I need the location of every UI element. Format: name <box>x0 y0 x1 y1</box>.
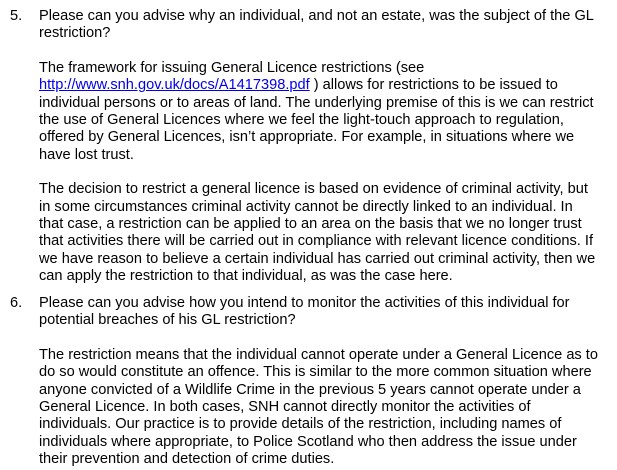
paragraph-line: the use of General Licences where we feel the light-touch approach to regulation, <box>39 112 564 129</box>
paragraph-line: their prevention and detection of crime duties. <box>39 451 335 468</box>
question-text <box>39 8 610 43</box>
question-text <box>39 295 610 330</box>
paragraph-line: General Licence. In both cases, SNH cannot directly monitor the activities of <box>39 399 531 416</box>
paragraph-line: have lost trust. <box>39 146 134 163</box>
paragraph-line-with-link <box>39 77 610 94</box>
list-item-5 <box>10 8 610 286</box>
paragraph-line: do so would constitute an offence. This is similar to the more common situation where <box>39 364 592 381</box>
paragraph-line: The decision to restrict a general licence is based on evidence of criminal activity, but <box>39 181 588 198</box>
paragraph-text: ) allows for restrictions to be issued to <box>309 77 558 94</box>
question-line: restriction? <box>39 25 111 42</box>
document-link[interactable]: http://www.snh.gov.uk/docs/A1417398.pdf <box>39 77 310 94</box>
paragraph-line: The restriction means that the individual cannot operate under a General Licence as to <box>39 346 598 363</box>
paragraph-line: individual persons or to areas of land. The underlying premise of this is we can restrict <box>39 94 594 111</box>
question-line: Please can you advise how you intend to monitor the activities of this individual for <box>39 295 570 311</box>
paragraph-line: The framework for issuing General Licence restrictions (see <box>39 59 425 76</box>
paragraph-line: that case, a restriction can be applied to an area on the basis that we no longer trust <box>39 216 582 233</box>
paragraph-line: individuals. Our practice is to provide details of the restriction, including names of <box>39 416 562 433</box>
paragraph-line: in some circumstances criminal activity cannot be directly linked to an individual. In <box>39 198 573 215</box>
item-number: 5. <box>10 8 23 24</box>
paragraph-line: anyone convicted of a Wildlife Crime in the previous 5 years cannot operate under a <box>39 381 581 398</box>
answer-paragraph <box>39 347 610 469</box>
paragraph-line: can apply the restriction to that individual, as was the case here. <box>39 268 453 285</box>
paragraph-line: individuals where appropriate, to Police Scotland who then address the issue under <box>39 433 577 450</box>
question-line: potential breaches of his GL restriction? <box>39 312 296 329</box>
list-item-6 <box>10 295 610 469</box>
answer-paragraph <box>39 181 610 285</box>
paragraph-line: we have reason to believe a certain individual has carried out criminal activity, then we <box>39 250 596 267</box>
paragraph-line: that activities there will be carried out in compliance with relevant licence conditions. If <box>39 233 594 250</box>
item-number: 6. <box>10 295 23 311</box>
paragraph-line: offered by General Licences, isn’t appropriate. For example, in situations where we <box>39 129 575 146</box>
question-line: Please can you advise why an individual, and not an estate, was the subject of the GL <box>39 8 594 24</box>
answer-paragraph <box>39 60 610 164</box>
